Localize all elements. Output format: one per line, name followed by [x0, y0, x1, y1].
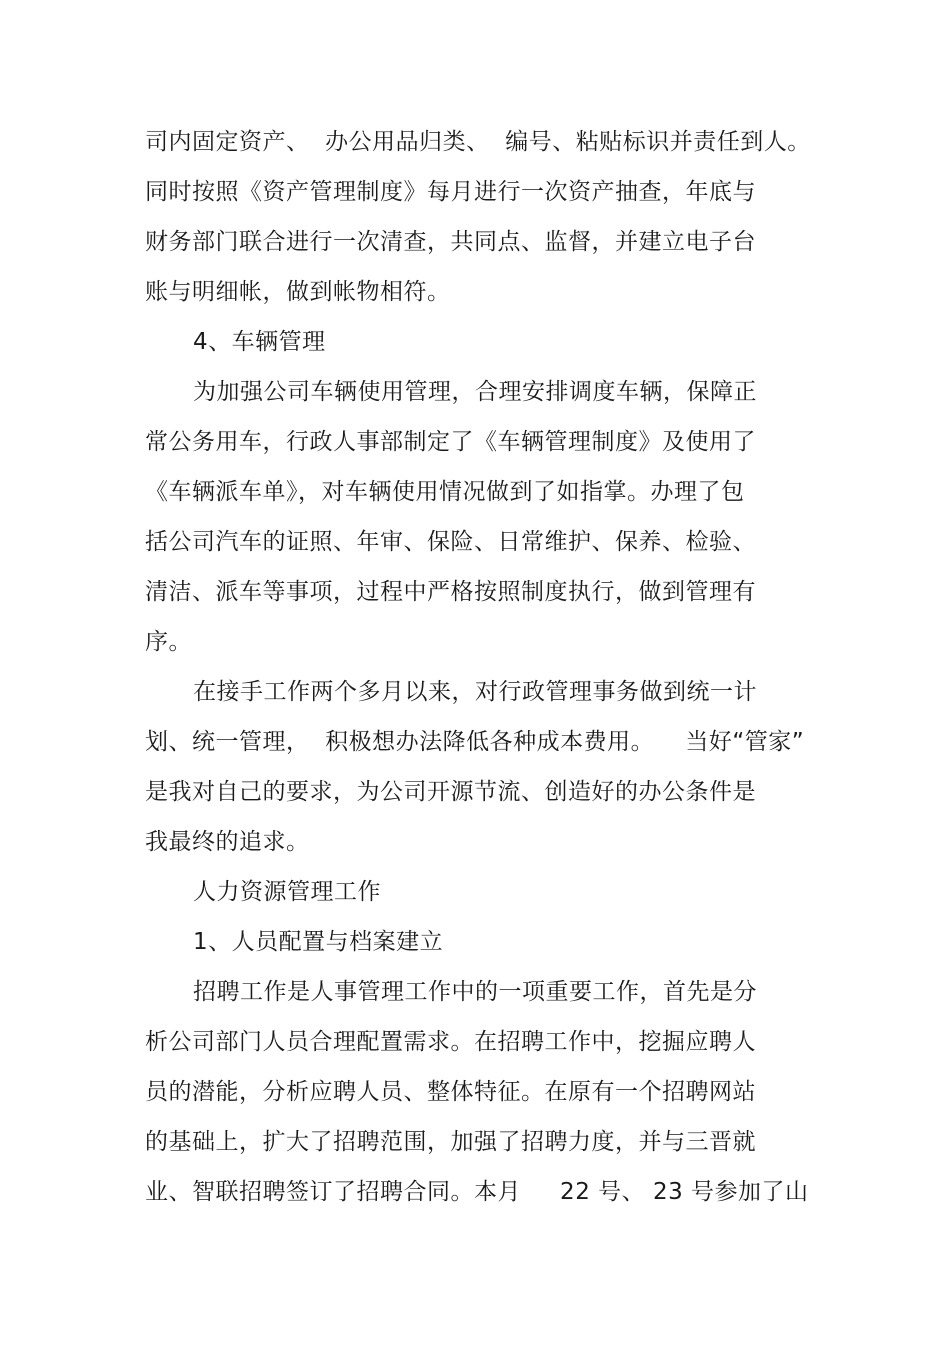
text-line: 括公司汽车的证照、年审、保险、日常维护、保养、检验、 — [145, 529, 756, 555]
text-line: 常公务用车，行政人事部制定了《车辆管理制度》及使用了 — [145, 429, 756, 455]
text-line: 同时按照《资产管理制度》每月进行一次资产抽查，年底与 — [145, 179, 756, 205]
paragraph-start: 在接手工作两个多月以来，对行政管理事务做到统一计 — [193, 679, 757, 705]
text-line: 清洁、派车等事项，过程中严格按照制度执行，做到管理有 — [145, 579, 756, 605]
text-line: 的基础上，扩大了招聘范围，加强了招聘力度，并与三晋就 — [145, 1129, 756, 1155]
text-line: 序。 — [145, 629, 192, 655]
text-line: 员的潜能，分析应聘人员、整体特征。在原有一个招聘网站 — [145, 1079, 756, 1105]
paragraph-start: 为加强公司车辆使用管理，合理安排调度车辆，保障正 — [193, 379, 757, 405]
text-line: 我最终的追求。 — [145, 829, 310, 855]
subsection-heading: 1、人员配置与档案建立 — [193, 929, 444, 955]
text-line: 是我对自己的要求，为公司开源节流、创造好的办公条件是 — [145, 779, 756, 805]
section-heading: 4、车辆管理 — [193, 329, 326, 355]
section-heading: 人力资源管理工作 — [193, 879, 381, 905]
text-line: 析公司部门人员合理配置需求。在招聘工作中，挖掘应聘人 — [145, 1029, 756, 1055]
text-line: 业、智联招聘签订了招聘合同。本月 22 号、 23 号参加了山 — [145, 1179, 809, 1205]
paragraph-start: 招聘工作是人事管理工作中的一项重要工作，首先是分 — [193, 979, 757, 1005]
text-line: 账与明细帐，做到帐物相符。 — [145, 279, 451, 305]
text-line: 财务部门联合进行一次清查，共同点、监督，并建立电子台 — [145, 229, 756, 255]
text-line: 划、统一管理， 积极想办法降低各种成本费用。 当好“管家” — [145, 729, 805, 755]
text-line: 司内固定资产、 办公用品归类、 编号、粘贴标识并责任到人。 — [145, 129, 811, 155]
text-line: 《车辆派车单》，对车辆使用情况做到了如指掌。办理了包 — [145, 479, 745, 505]
